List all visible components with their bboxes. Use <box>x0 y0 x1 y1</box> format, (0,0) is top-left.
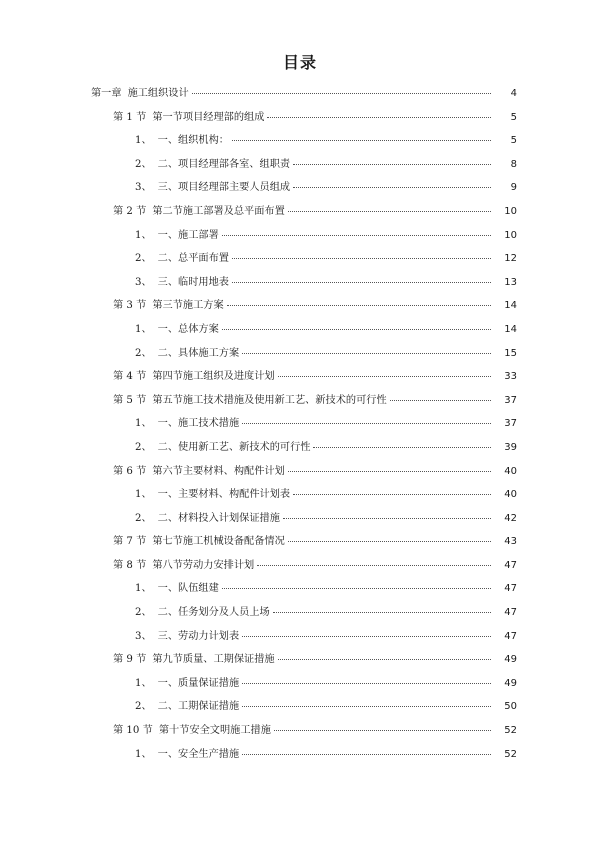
toc-entry-number: 第 6 节 <box>113 465 147 477</box>
toc-entry-number: 1、 <box>135 135 152 147</box>
toc-entry-title: 第九节质量、工期保证措施 <box>152 654 275 666</box>
dot-leader <box>390 400 491 401</box>
toc-entry-label <box>135 131 229 146</box>
toc-entry-page-number: 40 <box>504 489 517 501</box>
toc-entry[interactable] <box>0 697 600 721</box>
dot-leader <box>227 305 491 306</box>
toc-entry-label <box>135 509 280 524</box>
toc-entry-number: 1、 <box>135 418 152 430</box>
toc-entry-page-number: 49 <box>504 654 517 666</box>
toc-entry-page-number: 5 <box>510 111 517 123</box>
toc-entry[interactable] <box>0 627 600 651</box>
toc-entry-label <box>113 721 271 736</box>
toc-entry-label <box>113 367 275 382</box>
dot-leader <box>283 518 491 519</box>
dot-leader <box>293 494 491 495</box>
toc-entry-label <box>135 697 239 712</box>
toc-entry-label <box>91 84 189 99</box>
toc-entry-number: 第 3 节 <box>113 300 147 312</box>
toc-entry-number: 1、 <box>135 323 152 335</box>
toc-entry-label <box>135 745 239 760</box>
dot-leader <box>274 730 491 731</box>
toc-entry[interactable] <box>0 108 600 132</box>
dot-leader <box>232 258 491 259</box>
toc-entry-title: 第一节项目经理部的组成 <box>152 111 265 123</box>
toc-entry-label <box>135 485 290 500</box>
dot-leader <box>222 588 491 589</box>
toc-entry[interactable] <box>0 84 600 108</box>
dot-leader <box>222 329 491 330</box>
toc-entry-title: 第五节施工技术措施及使用新工艺、新技术的可行性 <box>152 394 387 406</box>
toc-entry-title: 第六节主要材料、构配件计划 <box>152 465 285 477</box>
toc-entry[interactable] <box>0 249 600 273</box>
toc-entry-page-number: 47 <box>504 630 517 642</box>
toc-entry-title: 第二节施工部署及总平面布置 <box>152 205 285 217</box>
dot-leader <box>288 211 491 212</box>
toc-entry-label <box>135 226 219 241</box>
toc-entry-number: 2、 <box>135 607 152 619</box>
toc-entry-title: 第八节劳动力安排计划 <box>152 559 255 571</box>
dot-leader <box>232 282 491 283</box>
toc-entry[interactable] <box>0 579 600 603</box>
toc-entry-number: 第 8 节 <box>113 559 147 571</box>
dot-leader <box>288 471 491 472</box>
toc-entry-title: 一、施工技术措施 <box>157 418 240 430</box>
toc-entry-label <box>113 462 285 477</box>
toc-entry-title: 一、组织机构： <box>157 135 229 147</box>
toc-entry-number: 第 9 节 <box>113 654 147 666</box>
toc-entry-page-number: 40 <box>504 465 517 477</box>
toc-entry-title: 三、劳动力计划表 <box>157 630 240 642</box>
toc-entry-number: 第 10 节 <box>113 725 153 737</box>
toc-entry-number: 2、 <box>135 441 152 453</box>
toc-entry-number: 2、 <box>135 701 152 713</box>
toc-entry[interactable] <box>0 462 600 486</box>
toc-entry-label <box>135 414 239 429</box>
toc-entry-page-number: 42 <box>504 512 517 524</box>
toc-entry-page-number: 15 <box>504 347 517 359</box>
toc-entry-label <box>135 627 239 642</box>
toc-entry-title: 三、项目经理部主要人员组成 <box>157 182 291 194</box>
toc-entry[interactable] <box>0 131 600 155</box>
toc-entry-label <box>135 320 219 335</box>
toc-entry-page-number: 5 <box>510 135 517 147</box>
toc-entry[interactable] <box>0 509 600 533</box>
toc-entry-number: 2、 <box>135 253 152 265</box>
dot-leader <box>242 706 491 707</box>
dot-leader <box>293 187 491 188</box>
toc-entry-page-number: 9 <box>510 182 517 194</box>
toc-entry-label <box>135 273 229 288</box>
toc-entry-page-number: 4 <box>510 88 517 99</box>
toc-entry-number: 1、 <box>135 583 152 595</box>
toc-entry-number: 3、 <box>135 182 152 194</box>
toc-entry[interactable] <box>0 414 600 438</box>
toc-entry-title: 第七节施工机械设备配备情况 <box>152 536 285 548</box>
toc-entry-title: 第三节施工方案 <box>152 300 224 312</box>
dot-leader <box>288 541 491 542</box>
dot-leader <box>278 376 491 377</box>
toc-entry-label <box>113 556 254 571</box>
toc-entry-title: 二、具体施工方案 <box>157 347 240 359</box>
toc-entry[interactable] <box>0 367 600 391</box>
toc-entry-label <box>113 202 285 217</box>
toc-entry-number: 第 5 节 <box>113 394 147 406</box>
toc-entry-label <box>113 391 387 406</box>
toc-entry-number: 第一章 <box>91 88 122 99</box>
toc-entry-page-number: 50 <box>504 701 517 713</box>
dot-leader <box>257 565 491 566</box>
dot-leader <box>267 117 491 118</box>
toc-entry-page-number: 8 <box>510 158 517 170</box>
toc-entry-title: 一、质量保证措施 <box>157 677 240 689</box>
toc-entry[interactable] <box>0 532 600 556</box>
toc-entry-title: 一、队伍组建 <box>157 583 219 595</box>
toc-entry-page-number: 39 <box>504 441 517 453</box>
toc-entry-label <box>135 178 290 193</box>
toc-entry-page-number: 33 <box>504 371 517 383</box>
toc-entry-title: 第十节安全文明施工措施 <box>158 725 271 737</box>
toc-entry-label <box>135 603 270 618</box>
toc-entry-title: 第四节施工组织及进度计划 <box>152 371 275 383</box>
toc-entry-title: 二、材料投入计划保证措施 <box>157 512 280 524</box>
dot-leader <box>313 447 491 448</box>
toc-entry[interactable] <box>0 178 600 202</box>
toc-entry[interactable] <box>0 296 600 320</box>
dot-leader <box>278 659 491 660</box>
toc-entry-page-number: 12 <box>504 253 517 265</box>
toc-entry[interactable] <box>0 344 600 368</box>
toc-entry[interactable] <box>0 391 600 415</box>
dot-leader <box>242 353 491 354</box>
toc-entry-number: 3、 <box>135 276 152 288</box>
toc-entry-title: 一、安全生产措施 <box>157 748 240 760</box>
toc-entry-page-number: 14 <box>504 323 517 335</box>
toc-entry-page-number: 37 <box>504 418 517 430</box>
toc-entry-page-number: 37 <box>504 394 517 406</box>
toc-entry-label <box>113 108 264 123</box>
toc-entry[interactable] <box>0 674 600 698</box>
toc-entry-label <box>135 674 239 689</box>
toc-entry-page-number: 47 <box>504 583 517 595</box>
toc-entry[interactable] <box>0 438 600 462</box>
toc-entry[interactable] <box>0 721 600 745</box>
toc-entry-number: 第 1 节 <box>113 111 147 123</box>
toc-entry-page-number: 52 <box>504 748 517 760</box>
toc-entry[interactable] <box>0 320 600 344</box>
toc-entry-title: 二、使用新工艺、新技术的可行性 <box>157 441 311 453</box>
toc-entry-title: 二、项目经理部各室、组职责 <box>157 158 291 170</box>
toc-entry[interactable] <box>0 155 600 179</box>
toc-entry-number: 1、 <box>135 229 152 241</box>
dot-leader <box>242 636 491 637</box>
dot-leader <box>273 612 491 613</box>
dot-leader <box>232 140 491 141</box>
toc-entry-page-number: 43 <box>504 536 517 548</box>
page-title: 目录 <box>282 53 317 72</box>
toc-entry-label <box>135 344 239 359</box>
toc-entry[interactable] <box>0 226 600 250</box>
toc-entry-number: 第 4 节 <box>113 371 147 383</box>
toc-entry-title: 二、任务划分及人员上场 <box>157 607 270 619</box>
toc-entry-page-number: 49 <box>504 677 517 689</box>
toc-entry-label <box>113 650 275 665</box>
toc-entry-page-number: 14 <box>504 300 517 312</box>
toc-entry-number: 1、 <box>135 677 152 689</box>
toc-entry-title: 二、总平面布置 <box>157 253 229 265</box>
toc-entry-title: 二、工期保证措施 <box>157 701 240 713</box>
toc-entry-page-number: 52 <box>504 725 517 737</box>
dot-leader <box>242 683 491 684</box>
toc-entry-title: 一、施工部署 <box>157 229 219 241</box>
toc-entry-page-number: 10 <box>504 229 517 241</box>
toc-entry-number: 第 7 节 <box>113 536 147 548</box>
table-of-contents <box>0 84 600 768</box>
toc-entry-number: 2、 <box>135 347 152 359</box>
toc-entry-number: 2、 <box>135 158 152 170</box>
toc-entry-title: 一、主要材料、构配件计划表 <box>157 489 291 501</box>
toc-entry[interactable] <box>0 485 600 509</box>
toc-entry-number: 1、 <box>135 489 152 501</box>
toc-entry-label <box>135 438 310 453</box>
dot-leader <box>242 754 491 755</box>
toc-entry-page-number: 13 <box>504 276 517 288</box>
dot-leader <box>192 93 491 94</box>
toc-entry[interactable] <box>0 273 600 297</box>
toc-entry[interactable] <box>0 650 600 674</box>
toc-entry-label <box>113 532 285 547</box>
toc-entry-page-number: 47 <box>504 559 517 571</box>
toc-entry[interactable] <box>0 603 600 627</box>
toc-entry-label <box>135 579 219 594</box>
toc-entry[interactable] <box>0 556 600 580</box>
dot-leader <box>222 235 491 236</box>
toc-entry-title: 三、临时用地表 <box>157 276 229 288</box>
toc-entry-number: 1、 <box>135 748 152 760</box>
toc-entry-number: 2、 <box>135 512 152 524</box>
toc-entry-title: 施工组织设计 <box>127 88 189 99</box>
dot-leader <box>242 423 491 424</box>
toc-entry[interactable] <box>0 202 600 226</box>
toc-entry-title: 一、总体方案 <box>157 323 219 335</box>
toc-entry-label <box>113 296 224 311</box>
toc-entry-label <box>135 155 290 170</box>
toc-entry-number: 第 2 节 <box>113 205 147 217</box>
toc-entry-page-number: 10 <box>504 205 517 217</box>
toc-entry[interactable] <box>0 745 600 769</box>
toc-entry-label <box>135 249 229 264</box>
dot-leader <box>293 164 491 165</box>
toc-entry-number: 3、 <box>135 630 152 642</box>
toc-entry-page-number: 47 <box>504 607 517 619</box>
